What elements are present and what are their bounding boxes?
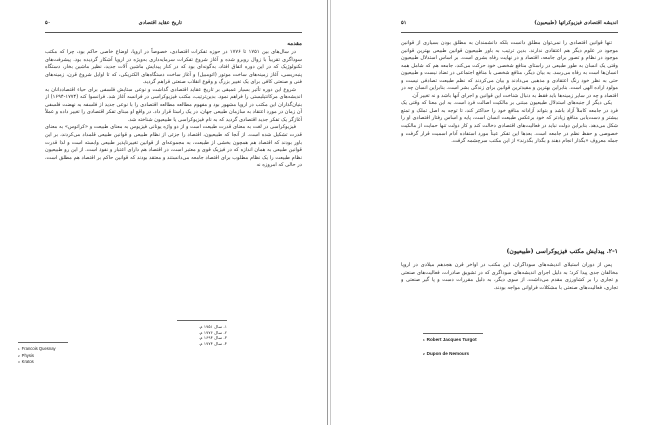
year-footnotes [157, 320, 227, 346]
footnote-text: Physis [21, 352, 35, 358]
running-title: اندیشه اقتصادی فیزیوکراتها (طبیعیون) [534, 20, 618, 26]
right-body-text [401, 40, 618, 240]
page-number: ۵۱ [401, 20, 407, 26]
left-page-header [45, 20, 302, 30]
footnote-number: 3 [18, 360, 20, 365]
latin-footnotes [423, 333, 543, 364]
footnote-text: Francois Quesnay [21, 346, 56, 351]
footnote-item [423, 337, 543, 344]
footnote-item [423, 351, 543, 358]
paragraph: یکی دیگر از جنبه‌های استدلال طبیعیون مبتنی بر مالکیت اصالت فرد است. به این معنا که وقتی یک فرد در جامعه کاملاً آزاد باشد و بتواند آزادانه منافع خود را حداکثر کند، تا توجه به اصل تملک و تمتع بیشتر و دست‌یابی منافع زیادتر که خود برعکس طبیعت انسان است، پایه و اساس رفتار اقتصادی او را شکل می‌دهد. بنابراین دولت نباید در فعالیت‌های اقتصادی دخالت کند و کار دولت تنها حمایت از مالکیت خصوصی و حفظ نظم در جامعه است. بعدها این تفکر عیناً مورد استفاده آدام اسمیت قرار گرفت و جمله معروف «بگذار انجام دهند و بگذار بگذرند» از این مکتب سرچشمه گرفت. [401, 100, 618, 145]
left-page [0, 0, 328, 425]
footnote-rule [423, 333, 483, 334]
section-body-text [401, 262, 618, 314]
footnote: ۱. سال ۱۷۵۱ م. [198, 324, 227, 329]
footnote: ۴. سال ۱۷۷۴ م. [198, 340, 227, 346]
footnote-text: Robert Jacques Turgot [426, 337, 477, 342]
header-rule [401, 32, 618, 33]
footnote-number: 2 [18, 353, 20, 358]
footnote-rule [18, 342, 68, 343]
footnote-number: 1 [18, 347, 20, 351]
header-rule [45, 32, 302, 33]
section-heading: ۲-۱. پیدایش مکتب فیزیوکراسی (طبیعیون) [506, 248, 618, 255]
paragraph: فیزیوکراسی در لغت به معنای قدرت طبیعت است و از دو واژه یونانی فیزیوس به معنای طبیعت و «کراتوس» به معنای قدرت تشکیل شده است. از آنجا که طبیعیون، اقتصاد را جزئی از نظام طبیعی و قوانین طبیعی قلمداد می‌کردند، بر این باور بودند که اقتصاد هم همچون بخشی از طبیعت، به مجموعه‌ای از قوانین تغییرناپذیر طبیعی وابسته است و لذا قدرت قوانین طبیعی به همان اندازه که در فیزیک قوی و معتبر است، در اقتصاد هم دارای اعتبار و نفوذ است. از این رو طبیعیون نظام طبیعت را یک نظام مطلوب برای اقتصاد جامعه می‌دانستند و معتقد بودند که قوانین حاکم بر اقتصاد هم مطلق است، در حالی که امروزه نه [45, 124, 302, 169]
latin-footnotes [18, 342, 98, 366]
paragraph: تنها قوانین اقتصادی را نمی‌توان مطلق دانست بلکه دانشمندان به مطلق بودن بسیاری از قوانین موجود در علوم دیگر هم اعتقادی ندارند. بدین ترتیب به باور طبیعیون قوانین طبیعی بهترین قوانین موجود در نظام و تصور برای جامعه، اقتصاد و در نهایت رفاه بشری است. بر اساس استدلال طبیعیون وقتی یک انسان به طور طبیعی در راستای منافع شخصی خود حرکت می‌کند، جامعه هم که شامل همه انسان‌ها است به رفاه می‌رسد. به بیان دیگر، منافع شخصی با منافع اجتماعی در تضاد نیست و طبیعیون حتی به نظر خود رنگ اعتقادی و مذهبی می‌دادند و بیان می‌کردند که نظم طبیعت تصادفی نیست و مولود اراده الهی است. بنابراین بهترین و مفیدترین قوانین برای زندگی بشر است. بنابراین انسان چه در اقتصاد و چه در سایر زمینه‌ها باید فقط به دنبال شناخت این قوانین و اجرای آنها باشد و نه تغییر آن. [401, 40, 618, 99]
footnote-item [18, 346, 98, 353]
footnote-item [18, 359, 98, 366]
footnote: ۲. سال ۱۷۷۶ م. [198, 329, 227, 335]
left-body-text [45, 40, 302, 308]
right-page-header [401, 20, 618, 30]
running-title: تاریخ عقاید اقتصادی [138, 20, 182, 26]
paragraph: پس از دوران استیلای اندیشه‌های سوداگران، این مکتب در اواخر قرن هجدهم میلادی در اروپا مخالفان جدی پیدا کرد؛ به دلیل اجرای اندیشه‌های سوداگری که در تشویق صادرات، فعالیت‌های صنعتی و تجاری را بر کشاورزی مقدم می‌داشت، از سوی دیگر، به دلیل مقررات دست و پا گیر صنعتی و تجاری، فعالیت‌های صنعتی با مشکلات فراوانی مواجه بودند. [401, 262, 618, 291]
paragraph: در سال‌های بین ۱۷۵۱ تا ۱۷۷۶ در حوزه تفکرات اقتصادی، خصوصاً در اروپا، اوضاع خاصی حاکم بود، چرا که مکتب سوداگری تقریباً با زوال روبرو شده و آغاز شروع تفکرات سرمایه‌داری به‌ویژه در اروپا آشکار گردیده بود. پیشرفت‌های تکنولوژیک که در این دوره اتفاق افتاد، به‌گونه‌ای بود که در کنار پیدایش ماشین آلات جدید، نظیر ماشین بخار، دستگاه پنبه‌ریسی، آغاز زمینه‌های ساخت موتور (اتومبیل) و آغاز ساخت دستگاه‌های الکتریکی، که تا اوایل شروع قرن، زمینه‌های فنی و صنعتی کافی برای یک تغییر بزرگ و وقوع انقلاب صنعتی فراهم گردید. [45, 49, 302, 86]
right-page [330, 0, 658, 425]
footnote-item [18, 353, 98, 360]
footnote-number: 1 [423, 338, 425, 342]
footnote-number: 2 [423, 351, 425, 356]
footnote-text: Kratos [21, 359, 34, 365]
section-heading: مقدمه [287, 41, 302, 47]
footnote-text: Dupon de Nemours [426, 350, 470, 356]
page-number: ۵۰ [45, 20, 51, 26]
footnote-rule [177, 320, 227, 321]
footnote: ۳. سال ۱۶۹۴ م. [198, 335, 227, 341]
paragraph: شروع این دوره تأثیر بسیار عمیقی بر تاریخ عقاید اقتصادی گذاشت و نوعی ستایش فلسفی برای حیاء اقتصاددانان به اندیشه‌های مرکانتیلیستی را فراهم نمود. بدین‌ترتیب، مکتب فیزیوکراسی در فرانسه آغاز شد. فرانسوا کنه (۱۷۷۴-۱۶۹۴) از بنیان‌گذاران این مکتب در اروپا مشهور بود و مفهوم مطالعه مطالعه اقتصادی را با نوعی جدید از فلسفه به نهضت فلسفی آن زمان در مورد اعتقاد به سازمان طبیعی جهان، در یک راستا قرار داد. در واقع او مبنای تفکر اقتصادی را تغییر داده و عملاً آغازگر یک تفکر جدید اقتصادی گردید که به نام فیزیوکراسی یا طبیعیون شناخته شد. [45, 86, 302, 123]
